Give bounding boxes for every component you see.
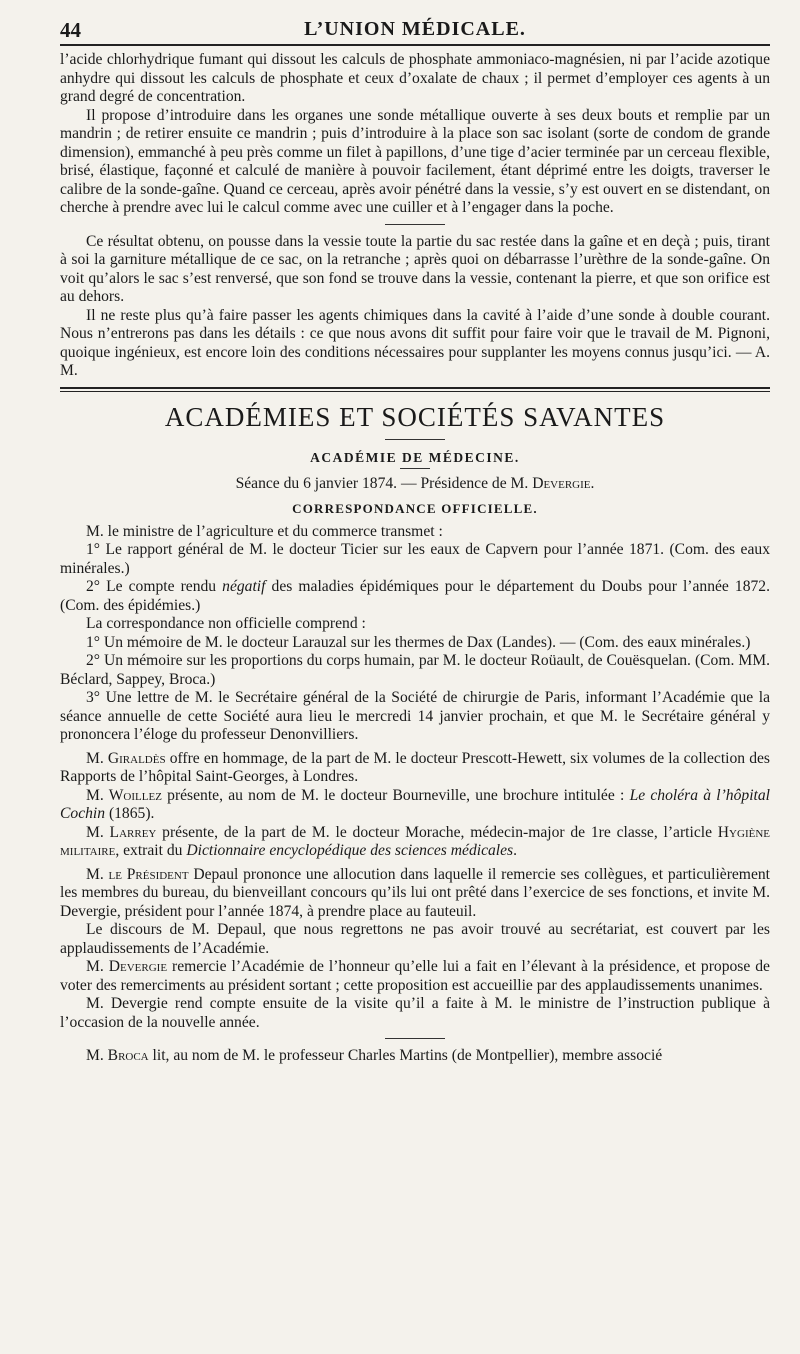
seance-prefix: Séance du 6 janvier 1874. — Présidence de M.	[235, 474, 533, 492]
speaker-name: M. Broca	[86, 1047, 149, 1064]
paragraph-separator	[385, 224, 445, 225]
text-run: (1865).	[105, 805, 155, 822]
minutes-paragraph: M. Devergie rend compte ensuite de la visite qu’il a faite à M. le ministre de l’instruction publique à l’occasion de la nouvelle année.	[60, 995, 770, 1031]
text-run: , extrait du	[115, 842, 187, 859]
title-underline	[385, 439, 445, 440]
minutes-paragraph	[60, 750, 770, 787]
minutes-paragraph	[60, 958, 770, 995]
running-title: L’UNION MÉDICALE.	[304, 18, 526, 40]
page-header	[60, 8, 770, 44]
minutes-paragraph: Le discours de M. Depaul, que nous regrettons ne pas avoir trouvé au secrétariat, est couvert par les applaudissements de l’Académie.	[60, 921, 770, 957]
seance-president: Devergie	[532, 474, 591, 492]
minutes-paragraph	[60, 787, 770, 824]
seance-line	[60, 475, 770, 493]
text-run: .	[513, 842, 518, 859]
section-divider	[60, 387, 770, 392]
speaker-name: M. Woillez	[86, 786, 162, 804]
academy-underline	[400, 468, 430, 469]
smallcaps-run: Hygiène militaire	[60, 823, 770, 859]
seance-suffix: .	[590, 474, 595, 492]
article-paragraph: Il ne reste plus qu’à faire passer les agents chimiques dans la cavité à l’aide d’une sonde à double courant. Nous n’entrerons pas dans les détails : ce que nous avons dit suffit pour faire voir que le travail de M. Pignoni, quoique ingénieux, est encore loin des conditions nécessaires pour supplanter les moyens connus jusqu’ici. — A. M.	[60, 306, 770, 379]
minutes-paragraph	[60, 866, 770, 922]
text-run: lit, au nom de M. le professeur Charles Martins (de Montpellier), membre associé	[148, 1047, 663, 1064]
italic-run: Le choléra à l’hôpital Cochin	[60, 786, 770, 822]
speaker-name: M. le Président	[86, 865, 189, 883]
text-run: des maladies épidémiques pour le département du Doubs pour l’année 1872. (Com. des épidémies.)	[60, 578, 770, 614]
correspondence-heading: CORRESPONDANCE OFFICIELLE.	[292, 500, 538, 516]
italic-run: négatif	[222, 578, 266, 595]
text-run: offre en hommage, de la part de M. le docteur Prescott-Hewett, six volumes de la collection des Rapports de l’hôpital Saint-Georges, à Londres.	[60, 749, 771, 785]
minutes-paragraph: La correspondance non officielle comprend :	[86, 615, 366, 632]
article-paragraph: l’acide chlorhydrique fumant qui dissout les calculs de phosphate ammoniaco-magnésien, ni par l’acide azotique anhydre qui dissout les calculs de phosphate et ceux d’oxalate de chaux ; il permet d’employer ces agents à un grand degré de concentration.	[60, 51, 770, 105]
text-run: 2° Le compte rendu	[86, 578, 223, 595]
italic-run: Dictionnaire encyclopédique des sciences médicales	[186, 842, 514, 859]
minutes-paragraph	[60, 578, 770, 615]
minutes-paragraph	[60, 824, 770, 861]
text-run: présente, de la part de M. le docteur Morache, médecin-major de 1re classe, l’article	[156, 823, 718, 841]
speaker-name: M. Giraldès	[86, 749, 166, 767]
text-run: remercie l’Académie de l’honneur qu’elle lui a fait en l’élevant à la présidence, et propose de voter des remerciments au président sortant ; cette proposition est accueillie par des applaudissements unanimes.	[60, 958, 770, 994]
minutes-paragraph: 3° Une lettre de M. le Secrétaire général de la Société de chirurgie de Paris, informant l’Académie que la séance annuelle de cette Société aura lieu le mercredi 14 janvier prochain, et que M. le Secrétaire général y prononcera l’éloge du professeur Denonvilliers.	[60, 689, 770, 743]
minutes-paragraph: 1° Le rapport général de M. le docteur Ticier sur les eaux de Capvern pour l’année 1871. (Com. des eaux minérales.)	[60, 541, 770, 577]
minutes-paragraph: 2° Un mémoire sur les proportions du corps humain, par M. le docteur Roüault, de Couësquelan. (Com. MM. Béclard, Sappey, Broca.)	[60, 652, 770, 688]
minutes-paragraph: 1° Un mémoire de M. le docteur Larauzal sur les thermes de Dax (Landes). — (Com. des eaux minérales.)	[86, 633, 751, 651]
text-run: Depaul prononce une allocution dans laquelle il remercie ses collègues, et particulièrement les membres du bureau, du bienveillant concours qu’ils lui ont prêté dans l’exercice de ses fonctions, et invite M. Devergie, président pour l’année 1874, à prendre place au fauteuil.	[60, 865, 770, 920]
article-paragraph: Ce résultat obtenu, on pousse dans la vessie toute la partie du sac restée dans la gaîne et en deçà ; puis, tirant à soi la garniture métallique de ce sac, on la retranche ; après quoi on débarrasse l’urèthre de la sonde-gaîne. On voit qu’alors le sac s’est renversé, que son fond se trouve dans la vessie, contenant la pierre, et que son orifice est au dehors.	[60, 232, 770, 305]
text-run: présente, au nom de M. le docteur Bourneville, une brochure intitulée :	[161, 786, 630, 804]
article-paragraph: Il propose d’introduire dans les organes une sonde métallique ouverte à ses deux bouts et remplie par un mandrin ; de retirer ensuite ce mandrin ; puis d’introduire à la place son sac isolant (sorte de condom de grande dimension), emmanché à peu près comme un filet à papillons, d’une tige d’acier terminée par un cerceau flexible, brisé, élastique, façonné et calculé de manière à pouvoir facilement, étant déprimé entre les doigts, traverser le calibre de la sonde-gaîne. Quand ce cerceau, après avoir pénétré dans la vessie, s’y est ouvert en se distendant, on cherche à prendre avec lui le calcul comme avec une cuiller et à l’engager dans la poche.	[60, 106, 770, 216]
speaker-name: M. Larrey	[86, 823, 157, 841]
paragraph-separator	[385, 1038, 445, 1039]
minutes-paragraph	[60, 1047, 770, 1066]
academy-heading: ACADÉMIE DE MÉDECINE.	[310, 449, 520, 465]
section-title: ACADÉMIES ET SOCIÉTÉS SAVANTES	[164, 401, 666, 432]
page-number: 44	[60, 18, 81, 42]
speaker-name: M. Devergie	[86, 958, 168, 975]
minutes-paragraph: M. le ministre de l’agriculture et du commerce transmet :	[86, 522, 443, 540]
